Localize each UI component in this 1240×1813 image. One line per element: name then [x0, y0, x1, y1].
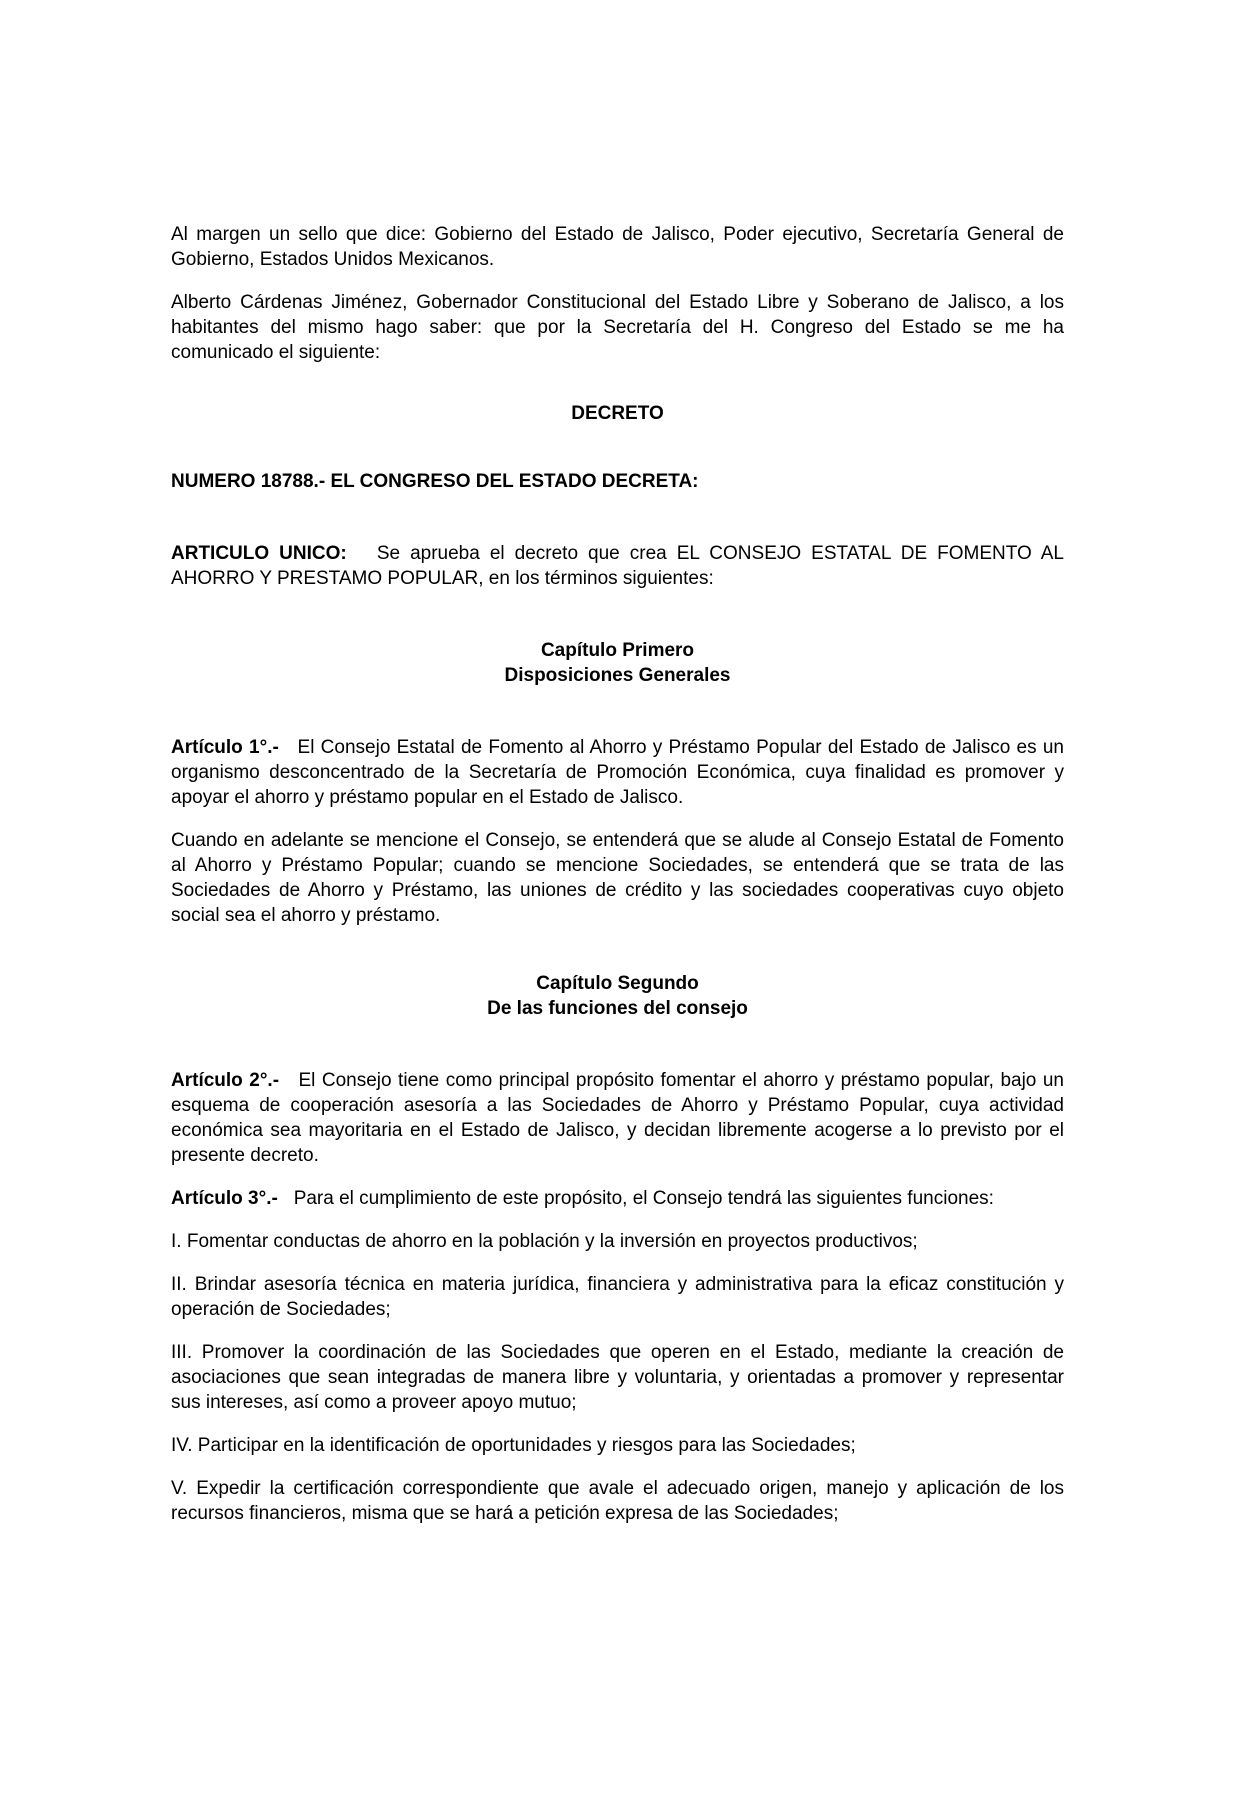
article-2-label: Artículo 2°.- [171, 1070, 280, 1091]
function-item-5: V. Expedir la certificación correspondiente que avale el adecuado origen, manejo y aplicación de los recursos financieros, misma que se hará a petición expresa de las Sociedades; [171, 1478, 1064, 1524]
function-item-1: I. Fomentar conductas de ahorro en la población y la inversión en proyectos productivos; [171, 1231, 918, 1252]
article-1-text: El Consejo Estatal de Fomento al Ahorro y Préstamo Popular del Estado de Jalisco es un organismo desconcentrado de la Secretaría de Promoción Económica, cuya finalidad es promover y apoyar el ahorro y préstamo popular en el Estado de Jalisco. [171, 737, 1064, 808]
article-1-label: Artículo 1°.- [171, 737, 279, 758]
decree-title: DECRETO [571, 403, 664, 424]
article-3-paragraph [171, 1186, 1064, 1211]
function-item-4: IV. Participar en la identificación de oportunidades y riesgos para las Sociedades; [171, 1435, 856, 1456]
governor-notice-paragraph: Alberto Cárdenas Jiménez, Gobernador Constitucional del Estado Libre y Soberano de Jalisco, a los habitantes del mismo hago saber: que por la Secretaría del H. Congreso del Estado se me ha comunicado el siguiente: [171, 292, 1064, 363]
article-2-text: El Consejo tiene como principal propósito fomentar el ahorro y préstamo popular, bajo un esquema de cooperación asesoría a las Sociedades de Ahorro y Préstamo Popular, cuya actividad económica sea mayoritaria en el Estado de Jalisco, y decidan libremente acogerse a lo previsto por el presente decreto. [171, 1070, 1064, 1166]
chapter-two-heading [171, 971, 1064, 1021]
article-2-paragraph [171, 1068, 1064, 1168]
article-1-second-paragraph: Cuando en adelante se mencione el Consejo, se entenderá que se alude al Consejo Estatal de Fomento al Ahorro y Préstamo Popular; cuando se mencione Sociedades, se entenderá que se trata de las Sociedades de Ahorro y Préstamo, las uniones de crédito y las sociedades cooperativas cuyo objeto social sea el ahorro y préstamo. [171, 830, 1064, 926]
article-3-label: Artículo 3°.- [171, 1188, 278, 1209]
unique-article-paragraph [171, 541, 1064, 591]
article-3-text: Para el cumplimiento de este propósito, el Consejo tendrá las siguientes funciones: [293, 1188, 994, 1209]
article-1-paragraph [171, 735, 1064, 810]
unique-article-text: Se aprueba el decreto que crea EL CONSEJO ESTATAL DE FOMENTO AL AHORRO Y PRESTAMO POPULAR, en los términos siguientes: [171, 543, 1065, 589]
chapter-one-heading [171, 638, 1064, 688]
document-page [171, 222, 1064, 1526]
chapter-two-title: Capítulo Segundo [536, 973, 699, 994]
unique-article-label: ARTICULO UNICO: [171, 543, 347, 564]
decree-number-line: NUMERO 18788.- EL CONGRESO DEL ESTADO DECRETA: [171, 471, 699, 492]
chapter-one-subtitle: Disposiciones Generales [504, 665, 731, 686]
seal-note-paragraph: Al margen un sello que dice: Gobierno del Estado de Jalisco, Poder ejecutivo, Secretaría General de Gobierno, Estados Unidos Mexicanos. [171, 224, 1064, 270]
function-item-3: III. Promover la coordinación de las Sociedades que operen en el Estado, mediante la creación de asociaciones que sean integradas de manera libre y voluntaria, y orientadas a promover y representar sus intereses, así como a proveer apoyo mutuo; [171, 1342, 1064, 1413]
chapter-two-subtitle: De las funciones del consejo [487, 998, 748, 1019]
function-item-2: II. Brindar asesoría técnica en materia jurídica, financiera y administrativa para la eficaz constitución y operación de Sociedades; [171, 1274, 1064, 1320]
chapter-one-title: Capítulo Primero [540, 640, 695, 661]
